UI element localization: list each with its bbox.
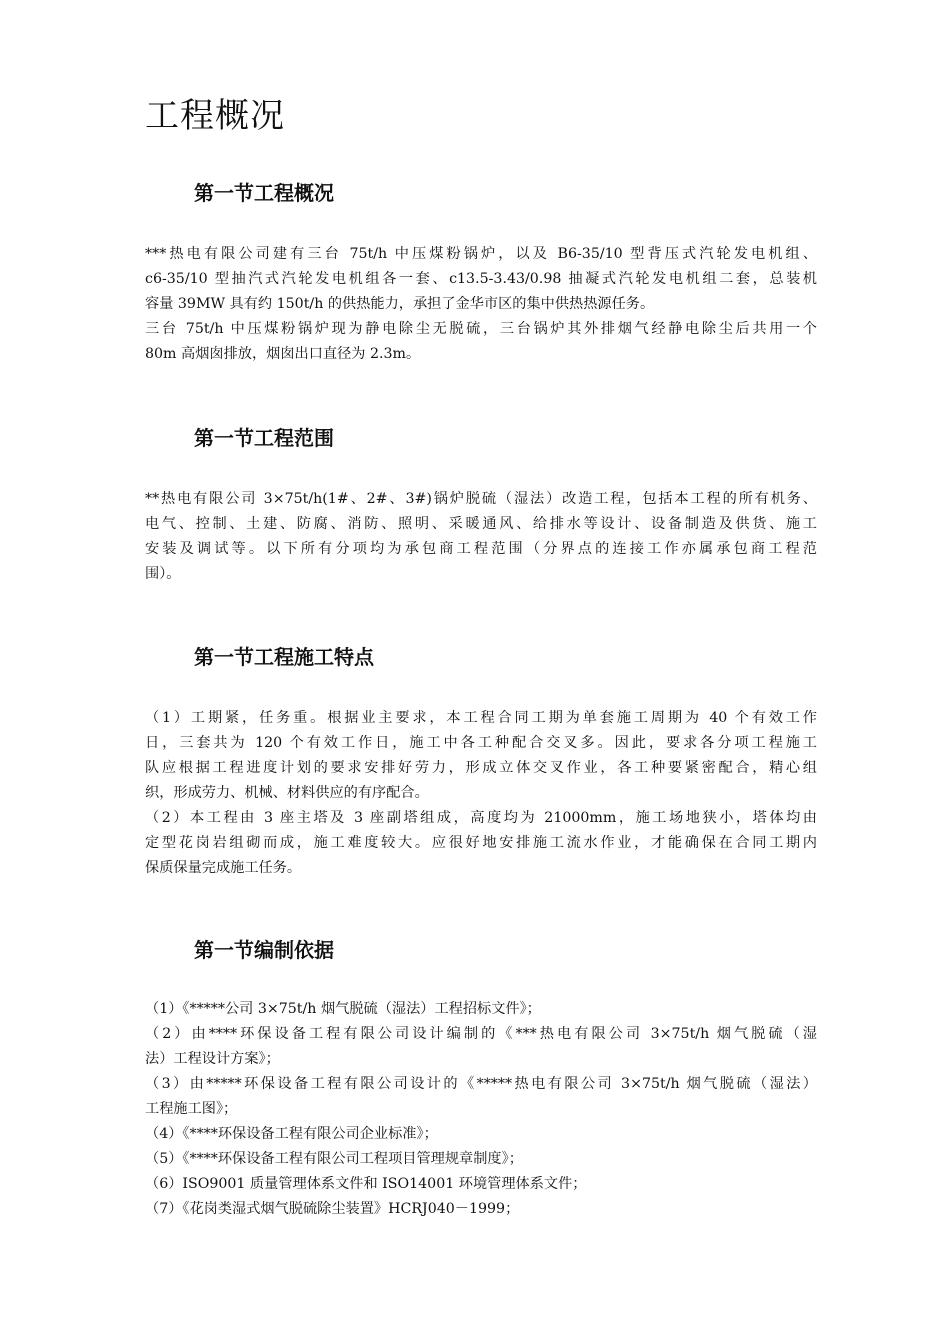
list-item: （6）ISO9001 质量管理体系文件和 ISO14001 环境管理体系文件； [145,1176,587,1192]
list-item: （4）《****环保设备工程有限公司企业标准》； [145,1126,438,1142]
paragraph-line: 保质保量完成施工任务。 [145,860,302,876]
list-item-continuation: 法）工程设计方案》； [145,1051,280,1067]
list-item: （1）《*****公司 3×75t/h 烟气脱硫（湿法）工程招标文件》； [145,1001,541,1017]
section-body-basis [145,997,817,1222]
paragraph-line: 日，三套共为 120 个有效工作日，施工中各工种配合交叉多。因此，要求各分项工程施工 [145,735,817,751]
paragraph-line: 三台 75t/h 中压煤粉锅炉现为静电除尘无脱硫，三台锅炉其外排烟气经静电除尘后共用一个 [145,321,817,337]
section-heading-scope: 第一节工程范围 [194,426,334,450]
document-title: 工程概况 [145,96,285,136]
paragraph-line: （1）工期紧，任务重。根据业主要求，本工程合同工期为单套施工周期为 40 个有效工作 [145,710,817,726]
paragraph-line: **热电有限公司 3×75t/h(1#、2#、3#)锅炉脱硫（湿法）改造工程，包括本工程的所有机务、 [145,491,817,507]
paragraph-line: 电气、控制、土建、防腐、消防、照明、采暖通风、给排水等设计、设备制造及供货、施工 [145,516,817,532]
list-item: （2）由****环保设备工程有限公司设计编制的《***热电有限公司 3×75t/h 烟气脱硫（湿 [145,1026,817,1042]
paragraph-line: ***热电有限公司建有三台 75t/h 中压煤粉锅炉，以及 B6-35/10 型背压式汽轮发电机组、 [145,246,817,262]
paragraph-line: 织，形成劳力、机械、材料供应的有序配合。 [145,785,429,801]
list-item: （7）《花岗类湿式烟气脱硫除尘装置》HCRJ040－1999； [145,1201,520,1217]
paragraph-line: 定型花岗岩组砌而成，施工难度较大。应很好地安排施工流水作业，才能确保在合同工期内 [145,835,817,851]
section-body-overview [145,242,817,367]
paragraph-line: （2）本工程由 3 座主塔及 3 座副塔组成，高度均为 21000mm，施工场地狭小，塔体均由 [145,810,817,826]
section-body-characteristics [145,706,817,881]
section-heading-basis: 第一节编制依据 [194,938,334,962]
section-heading-characteristics: 第一节工程施工特点 [194,645,374,669]
paragraph-line: 容量 39MW 具有约 150t/h 的供热能力，承担了金华市区的集中供热热源任务。 [145,296,655,312]
section-body-scope [145,487,817,587]
paragraph-line: 队应根据工程进度计划的要求安排好劳力，形成立体交叉作业，各工种要紧密配合，精心组 [145,760,817,776]
paragraph-line: 围）。 [145,566,181,582]
paragraph-line: 安装及调试等。以下所有分项均为承包商工程范围（分界点的连接工作亦属承包商工程范 [145,541,817,557]
paragraph-line: c6-35/10 型抽汽式汽轮发电机组各一套、c13.5-3.43/0.98 抽凝式汽轮发电机组二套，总装机 [145,271,817,287]
list-item: （5）《****环保设备工程有限公司工程项目管理规章制度》； [145,1151,523,1167]
paragraph-line: 80m 高烟囱排放，烟囱出口直径为 2.3m。 [145,346,421,362]
list-item: （3）由*****环保设备工程有限公司设计的《*****热电有限公司 3×75t/h 烟气脱硫（湿法） [145,1076,817,1092]
list-item-continuation: 工程施工图》； [145,1101,238,1117]
section-heading-overview: 第一节工程概况 [194,181,334,205]
